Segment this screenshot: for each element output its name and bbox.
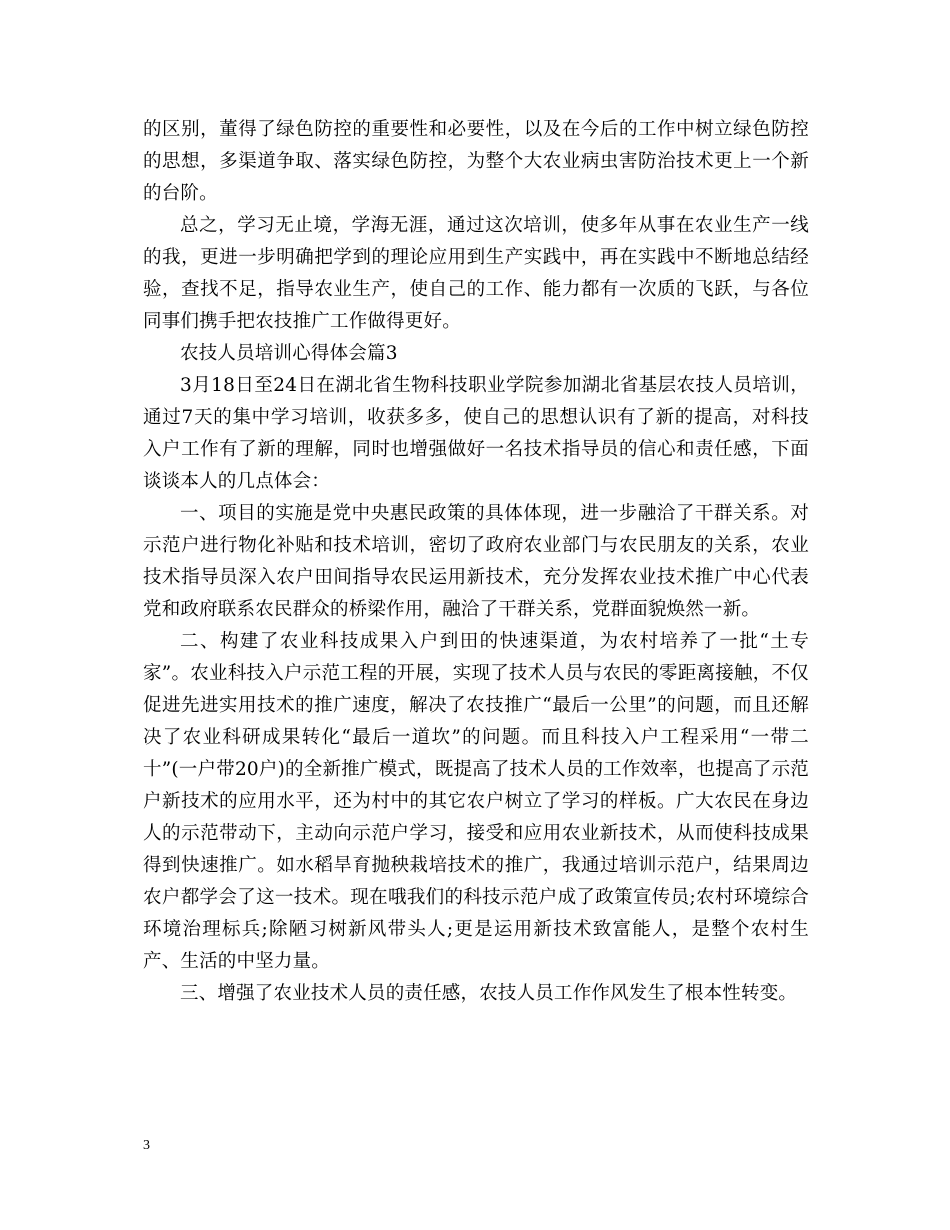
page-number: 3: [143, 1138, 150, 1153]
body-text: [143, 114, 809, 1010]
paragraph-1: 的区别，董得了绿色防控的重要性和必要性，以及在今后的工作中树立绿色防控的思想，多渠道争取、落实绿色防控，为整个大农业病虫害防治技术更上一个新的台阶。: [143, 119, 809, 204]
paragraph-3: 3月18日至24日在湖北省生物科技职业学院参加湖北省基层农技人员培训，通过7天的集中学习培训，收获多多，使自己的思想认识有了新的提高，对科技入户工作有了新的理解，同时也增强做好一名技术指导员的信心和责任感，下面谈谈本人的几点体会：: [143, 375, 809, 492]
paragraph-2: 总之，学习无止境，学海无涯，通过这次培训，使多年从事在农业生产一线的我，更进一步明确把学到的理论应用到生产实践中，再在实践中不断地总结经验，查找不足，指导农业生产，使自己的工作、能力都有一次质的飞跃，与各位同事们携手把农技推广工作做得更好。: [143, 215, 809, 332]
paragraph-6: 三、增强了农业技术人员的责任感，农技人员工作作风发生了根本性转变。: [180, 983, 798, 1004]
paragraph-4: 一、项目的实施是党中央惠民政策的具体体现，进一步融洽了干群关系。对示范户进行物化补贴和技术培训，密切了政府农业部门与农民朋友的关系，农业技术指导员深入农户田间指导农民运用新技术，充分发挥农业技术推广中心代表党和政府联系农民群众的桥梁作用，融洽了干群关系，党群面貌焕然一新。: [143, 503, 809, 620]
section-heading: 农技人员培训心得体会篇3: [180, 343, 398, 364]
paragraph-5: 二、构建了农业科技成果入户到田的快速渠道，为农村培养了一批“土专家”。农业科技入户示范工程的开展，实现了技术人员与农民的零距离接触，不仅促进先进实用技术的推广速度，解决了农技推广“最后一公里”的问题，而且还解决了农业科研成果转化“最后一道坎”的问题。而且科技入户工程采用“一带二十”(一户带20户)的全新推广模式，既提高了技术人员的工作效率，也提高了示范户新技术的应用水平，还为村中的其它农户树立了学习的样板。广大农民在身边人的示范带动下，主动向示范户学习，接受和应用农业新技术，从而使科技成果得到快速推广。如水稻旱育抛秧栽培技术的推广，我通过培训示范户，结果周边农户都学会了这一技术。现在哦我们的科技示范户成了政策宣传员;农村环境综合环境治理标兵;除陋习树新风带头人;更是运用新技术致富能人，是整个农村生产、生活的中坚力量。: [143, 631, 809, 972]
